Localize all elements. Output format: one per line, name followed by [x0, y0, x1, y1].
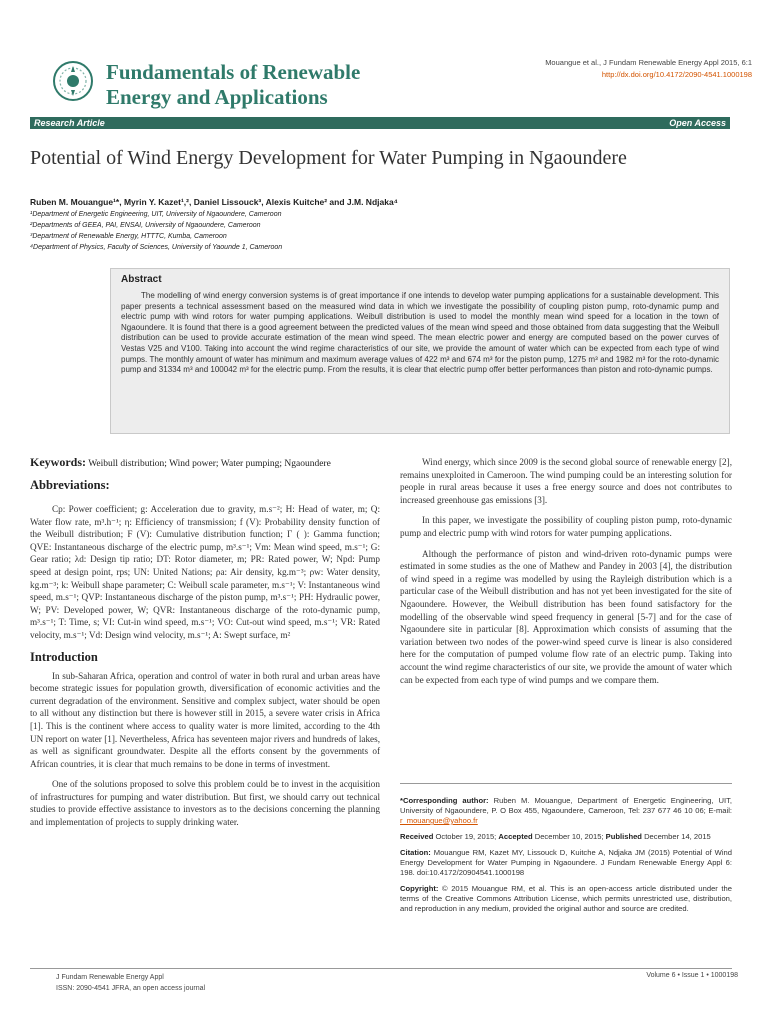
copyright-label: Copyright: — [400, 884, 439, 893]
footer-divider — [30, 968, 732, 969]
journal-title-line2: Energy and Applications — [106, 85, 328, 109]
abbreviations-text: Cp: Power coefficient; g: Acceleration due to gravity, m.s⁻²; H: Head of water, m; Q: Water flow rate, m³.h⁻¹; η: Efficiency of transmission; f (V): Probability density function of the Weibull distribution; F (V): Cumulative distribution function; Γ ( ): Gamma function; QVE: Instantaneous discharge of the electric pump, m³.s⁻¹; Vm: Mean wind speed, m.s⁻¹; G: Gear ratio; λd: Design tip ratio; DT: Rotor diameter, m; PR: Rated power, W; Npd: Pump speed at design point, rps; UN: United Nations; ρa: Air density, kg.m⁻³; ρw: Water density, kg.m⁻³; k: Weibull shape parameter; C: Weibull scale parameter, m.s⁻¹; V: Instantaneous wind speed, m.s⁻¹; QVP: Instantaneous discharge of the piston pump, m³.s⁻¹; PH: Hydraulic power, W; PV: Developed power, W; QVR: Instantaneous discharge of the roto-dynamic pump, m³.s⁻¹; T: Time, s; VI: Cut-in wind speed, m.s⁻¹; VO: Cut-out wind speed, m.s⁻¹; VR: Rated velocity, m.s⁻¹; Vd: Design wind velocity, m.s⁻¹; A: Swept surface, m² — [30, 504, 380, 640]
citation-text: Mouangue RM, Kazet MY, Lissouck D, Kuitche A, Ndjaka JM (2015) Potential of Wind Energy Development for Water Pumping in Ngaoundere. J Fundam Renewable Energy Appl 6: 198. doi: — [400, 848, 732, 877]
abstract-heading: Abstract — [121, 274, 162, 285]
citation-note — [400, 848, 732, 878]
body-paragraph: In this paper, we investigate the possibility of coupling piston pump, roto-dynamic pump and electric pump with wind rotors for water pumping applications. — [400, 515, 732, 538]
author-list: Ruben M. Mouangue¹*, Myrin Y. Kazet¹,², Daniel Lissouck³, Alexis Kuitche² and J.M. Ndjaka⁴ — [30, 197, 398, 207]
abbreviations-heading: Abbreviations: — [30, 478, 110, 492]
published-date: December 14, 2015 — [644, 832, 711, 841]
right-column — [400, 456, 732, 694]
article-type: Research Article — [34, 118, 105, 128]
journal-title — [106, 60, 360, 110]
published-label: Published — [605, 832, 642, 841]
footer-journal: J Fundam Renewable Energy Appl — [56, 974, 164, 981]
affiliation-4: ⁴Department of Physics, Faculty of Sciences, University of Yaounde 1, Cameroon — [30, 244, 283, 251]
copyright-text: © 2015 Mouangue RM, et al. This is an open-access article distributed under the terms of the Creative Commons Attribution License, which permits unrestricted use, distribution, and reproduction in any medium, provided the original author and source are credited. — [400, 884, 732, 913]
corresponding-author-note — [400, 796, 732, 826]
article-type-bar — [30, 117, 730, 129]
header-citation-block — [545, 57, 752, 81]
keywords-label: Keywords: — [30, 455, 86, 469]
intro-paragraph: One of the solutions proposed to solve this problem could be to invest in the acquisition of infrastructures for pumping and water distribution. But first, we should carry out technical studies to provide effective assistance to investors as to the decisions concerning the planning and implementation of projects to supply drinking water. — [30, 779, 380, 828]
header-doi-link[interactable]: http://dx.doi.org/10.4172/2090-4541.1000198 — [601, 70, 752, 79]
journal-logo-icon — [52, 60, 94, 102]
corr-email-link[interactable]: r_mouangue@yahoo.fr — [400, 816, 478, 825]
intro-paragraph: In sub-Saharan Africa, operation and control of water in both rural and urban areas have become strategic issues for population growth, diversification of economic activities and the current degradation of the environment. Sensitive and complex subject, water should be open to all without any distinction but there is however still in 2015, a severe water crisis in Africa [1]. This is the continent where access to quality water is more limited, according to the 4th UN report on water [1]. Nevertheless, Africa has seventeen major rivers and hundreds of lakes, as well as significant groundwater. Despite all the efforts consent by the governments of African countries, it is clear that much remains to be done in terms of investment. — [30, 670, 380, 769]
copyright-note — [400, 884, 732, 914]
citation-doi[interactable]: 10.4172/20904541.1000198 — [429, 868, 525, 877]
journal-title-line1: Fundamentals of Renewable — [106, 60, 361, 84]
paper-title: Potential of Wind Energy Development for Water Pumping in Ngaoundere — [30, 147, 627, 169]
accepted-date: December 10, 2015; — [534, 832, 604, 841]
body-paragraph: Although the performance of piston and wind-driven roto-dynamic pumps were estimated in some studies as the one of Mathew and Pandey in 2003 [4], the distribution of wind speed in a regime was modelled by using the Rayleigh distribution which is a particular case of the Weibull distribution and has not yet been investigated for the site of Ngaoundere. However, the Weibull distribution has been found satisfactory for the modelling of the observable wind speed frequency in general [5-7] and for the case of Ngaoundere site in particular [8]. Approximation which consists of assuming that the variation between two nodes of the power-wind speed curve is linear is also considered here for the computation of pumped volume flow rate of an electric pump. Taking into account the wind regime characteristics of our site, we provide the amount of water which can be expected from each type of wind pumps and we compare them. — [400, 548, 732, 685]
body-paragraph: Wind energy, which since 2009 is the second global source of renewable energy [2], remains unexploited in Cameroon. The wind pumping could be an interesting solution for people in rural areas because it uses a free energy source and does not contributes to increased greenhouse gas emissions [3]. — [400, 457, 732, 505]
keywords-text: Weibull distribution; Wind power; Water pumping; Ngaoundere — [88, 459, 331, 469]
affiliation-1: ¹Department of Energetic Engineering, UIT, University of Ngaoundere, Cameroon — [30, 211, 282, 218]
received-date: October 19, 2015; — [435, 832, 497, 841]
footer-journal-block — [56, 972, 205, 994]
corr-label: *Corresponding author: — [400, 796, 489, 805]
affiliation-3: ³Department of Renewable Energy, HTTTC, Kumba, Cameroon — [30, 233, 227, 240]
left-column — [30, 456, 380, 837]
open-access-label: Open Access — [669, 118, 726, 128]
accepted-label: Accepted — [498, 832, 533, 841]
introduction-heading: Introduction — [30, 649, 98, 664]
footer-issn: ISSN: 2090-4541 JFRA, an open access journal — [56, 985, 206, 992]
affiliation-2: ²Departments of GEEA, PAI, ENSAI, University of Ngaoundere, Cameroon — [30, 222, 261, 229]
abstract-box — [110, 268, 730, 434]
citation-label: Citation: — [400, 848, 431, 857]
footer-volume: Volume 6 • Issue 1 • 1000198 — [646, 972, 738, 979]
notes-divider — [400, 783, 732, 784]
abstract-text: The modelling of wind energy conversion systems is of great importance if one intends to develop water pumping applications for a sustainable development. This paper presents a technical assessment based on the measured wind data in which we investigate the possibility of coupling piston pump, roto-dynamic pump and electric pump with wind rotors for water pumping applications. Weibull distribution is used to model the monthly mean wind speed for a location in the town of Ngaoundere. It is found that there is a good agreement between the predicted values of the mean wind speed and those obtained from data suggesting that the Weibull distribution can be used to provide accurate estimation of the mean wind speed. The mean electric power and energy are computed based on the power curves of Vestas V25 and V100. Taking into account the wind regime characteristics of our site, we provide the amount of water which can be expected from each type of wind pumps. The monthly amount of water has minimum and maximum average values of 422 m³ and 674 m³ for the piston pump, 1275 m³ and 1982 m³ for the roto-dynamic pump and 31334 m³ and 100042 m³ for the electric pump. From the results, it is clear that electric pump offer better performances than piston and roto-dynamic pumps. — [121, 291, 719, 375]
keywords — [30, 456, 380, 470]
received-label: Received — [400, 832, 434, 841]
dates-note — [400, 832, 732, 842]
article-notes — [400, 796, 732, 920]
corr-text: Ruben M. Mouangue, Department of Energetic Engineering, UIT, University of Ngaoundere, P. O Box 455, Ngaoundere, Cameroon, Tel: 237 677 46 10 06; E-mail: — [400, 796, 732, 815]
header-citation: Mouangue et al., J Fundam Renewable Energy Appl 2015, 6:1 — [545, 58, 752, 67]
